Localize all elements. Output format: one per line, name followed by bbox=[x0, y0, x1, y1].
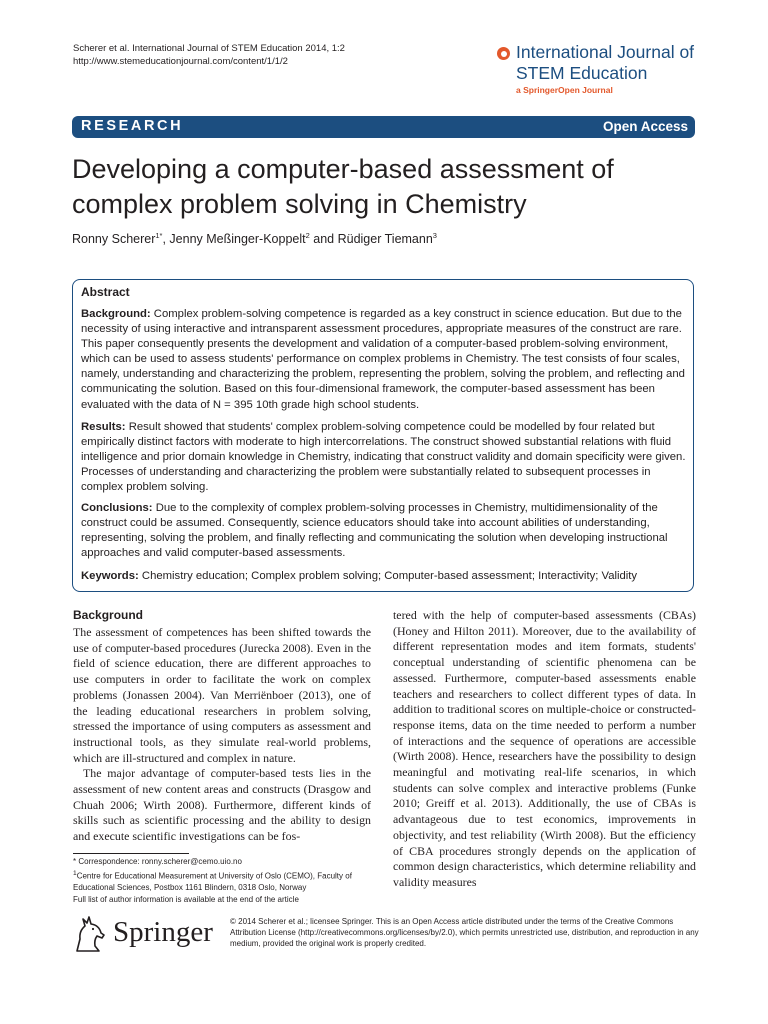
body-paragraph: The assessment of competences has been shifted towards the use of computer-based procedures (Jurecka 2008). Even in the field of science education, there are different approaches to use computers in order to facilitate the work on complex problems (Jonassen 2004). Van Merriënboer (2013), one of the leading educational researchers in problem solving, stressed the importance of using computers as assessment and instructional tools, as they simulate real-world problems, which are ill-structured and complex in nature. bbox=[73, 625, 371, 765]
body-paragraph: tered with the help of computer-based assessments (CBAs) (Honey and Hilton 2011). Moreover, due to the availability of different representation modes and item formats, students' conceptual understanding of scientific phenomena can be assessed. Furthermore, computer-based assessments enable teachers and researchers to collect different types of data. In addition to traditional scores on multiple-choice or constructed-response items, data on the time needed to perform a number of interactions and the sequence of operations are accessible (Wirth 2008). Hence, researchers have the possibility to design meaningful and motivating real-life scenarios, in which students can solve complex and interactive problems (Funke 2010; Greiff et al. 2013). Additionally, the use of CBAs is advantageous due to test economics, improvements in objectivity, and test reliability (Wirth 2008). But the efficiency of CBA procedures strongly depends on the application of common design characteristics, which determine reliability and validity measures bbox=[393, 608, 696, 889]
author-affiliation-mark: 1* bbox=[155, 231, 163, 240]
journal-subtitle: a SpringerOpen Journal bbox=[516, 85, 613, 95]
abstract-keywords: Keywords: Chemistry education; Complex problem solving; Computer-based assessment; Interactivity; Validity bbox=[81, 570, 638, 582]
section-heading: Background bbox=[73, 608, 144, 622]
open-access-label: Open Access bbox=[602, 119, 688, 134]
affiliation-note: $^1$Centre for Educational Measurement at University of Oslo (CEMO), Faculty of Educational Sciences, Postbox 1161 Blindern, 0318 Oslo, Norway bbox=[73, 869, 352, 893]
author-list: Ronny Scherer$^{1*}$, Jenny Meßinger-Koppelt$^2$ and Rüdiger Tiemann$^3$ bbox=[72, 231, 437, 247]
abstract-results: Results: Result showed that students' complex problem-solving competence could be modelled by four related but empirically distinct factors with moderate to high intercorrelations. The construct showed substantial relations with fluid intelligence and prior domain knowledge in Chemistry, indicating that construct validity and domain specificity were given. Processes of understanding and characterizing the problem were substantially related to subsequent processes in complex problem solving. bbox=[81, 421, 686, 494]
footnote-divider bbox=[73, 853, 189, 854]
author-name: Ronny Scherer bbox=[72, 232, 156, 247]
body-column-left bbox=[73, 625, 371, 845]
author-name: Rüdiger Tiemann bbox=[337, 232, 433, 247]
abstract-conclusions: Conclusions: Due to the complexity of complex problem-solving processes in Chemistry, multidimensionality of the construct could be assumed. Consequently, science educators should take into account abilities of understanding, representing, solving the problem, and finally reflecting and communicating the solution when developing instructional approaches and valid computer-based assessments. bbox=[81, 502, 668, 560]
body-paragraph: The major advantage of computer-based tests lies in the assessment of new content areas and constructs (Drasgow and Chuah 2006; Wirth 2008). Furthermore, different kinds of skills such as scientific processing and the ability to design and execute scientific investigations can be fos- bbox=[73, 766, 371, 844]
author-info-note: Full list of author information is available at the end of the article bbox=[73, 894, 299, 904]
abstract-background: Background: Complex problem-solving competence is regarded as a key construct in science education. But due to the necessity of using interactive and intransparent assessment procedures, appropriate measures of the construct are rare. This paper consequently presents the development and validation of a computer-based problem-solving environment, which can be used to assess students' performance on complex problems in Chemistry. The test consists of four scales, namely, understanding and characterizing the problem, representing the problem, solving the problem, and reflecting and communicating the solution. Based on this four-dimensional framework, the computer-based assessment has been evaluated with the data of N = 395 10th grade high school students. bbox=[81, 308, 685, 411]
journal-logo bbox=[497, 42, 697, 102]
springer-logo bbox=[73, 913, 223, 958]
springer-horse-icon bbox=[73, 913, 107, 953]
body-column-right bbox=[393, 608, 696, 891]
author-affiliation-mark: 2 bbox=[305, 231, 310, 240]
citation-url[interactable]: http://www.stemeducationjournal.com/content/1/1/2 bbox=[73, 56, 288, 67]
author-name: Jenny Meßinger-Koppelt bbox=[169, 232, 306, 247]
journal-title: International Journal of STEM Education bbox=[516, 42, 695, 83]
publisher-name: Springer bbox=[113, 916, 213, 948]
citation-line: Scherer et al. International Journal of STEM Education 2014, 1:2 bbox=[73, 43, 345, 54]
abstract-box bbox=[72, 279, 694, 592]
abstract-heading: Abstract bbox=[81, 285, 130, 299]
citation-header bbox=[73, 42, 345, 68]
footnotes bbox=[73, 856, 378, 905]
correspondence-note: * Correspondence: ronny.scherer@cemo.uio.no bbox=[73, 857, 242, 866]
article-type-banner bbox=[72, 116, 695, 138]
license-notice: © 2014 Scherer et al.; licensee Springer. This is an Open Access article distributed under the terms of the Creative Commons Attribution License (http://creativecommons.org/licenses/by/2.0), which permits unrestricted use, distribution, and reproduction in any medium, provided the original work is properly credited. bbox=[230, 917, 699, 948]
article-title: Developing a computer-based assessment of complex problem solving in Chemistry bbox=[72, 154, 614, 219]
author-affiliation-mark: 3 bbox=[432, 231, 437, 240]
springeropen-icon bbox=[497, 47, 510, 60]
article-type: RESEARCH bbox=[81, 118, 184, 134]
